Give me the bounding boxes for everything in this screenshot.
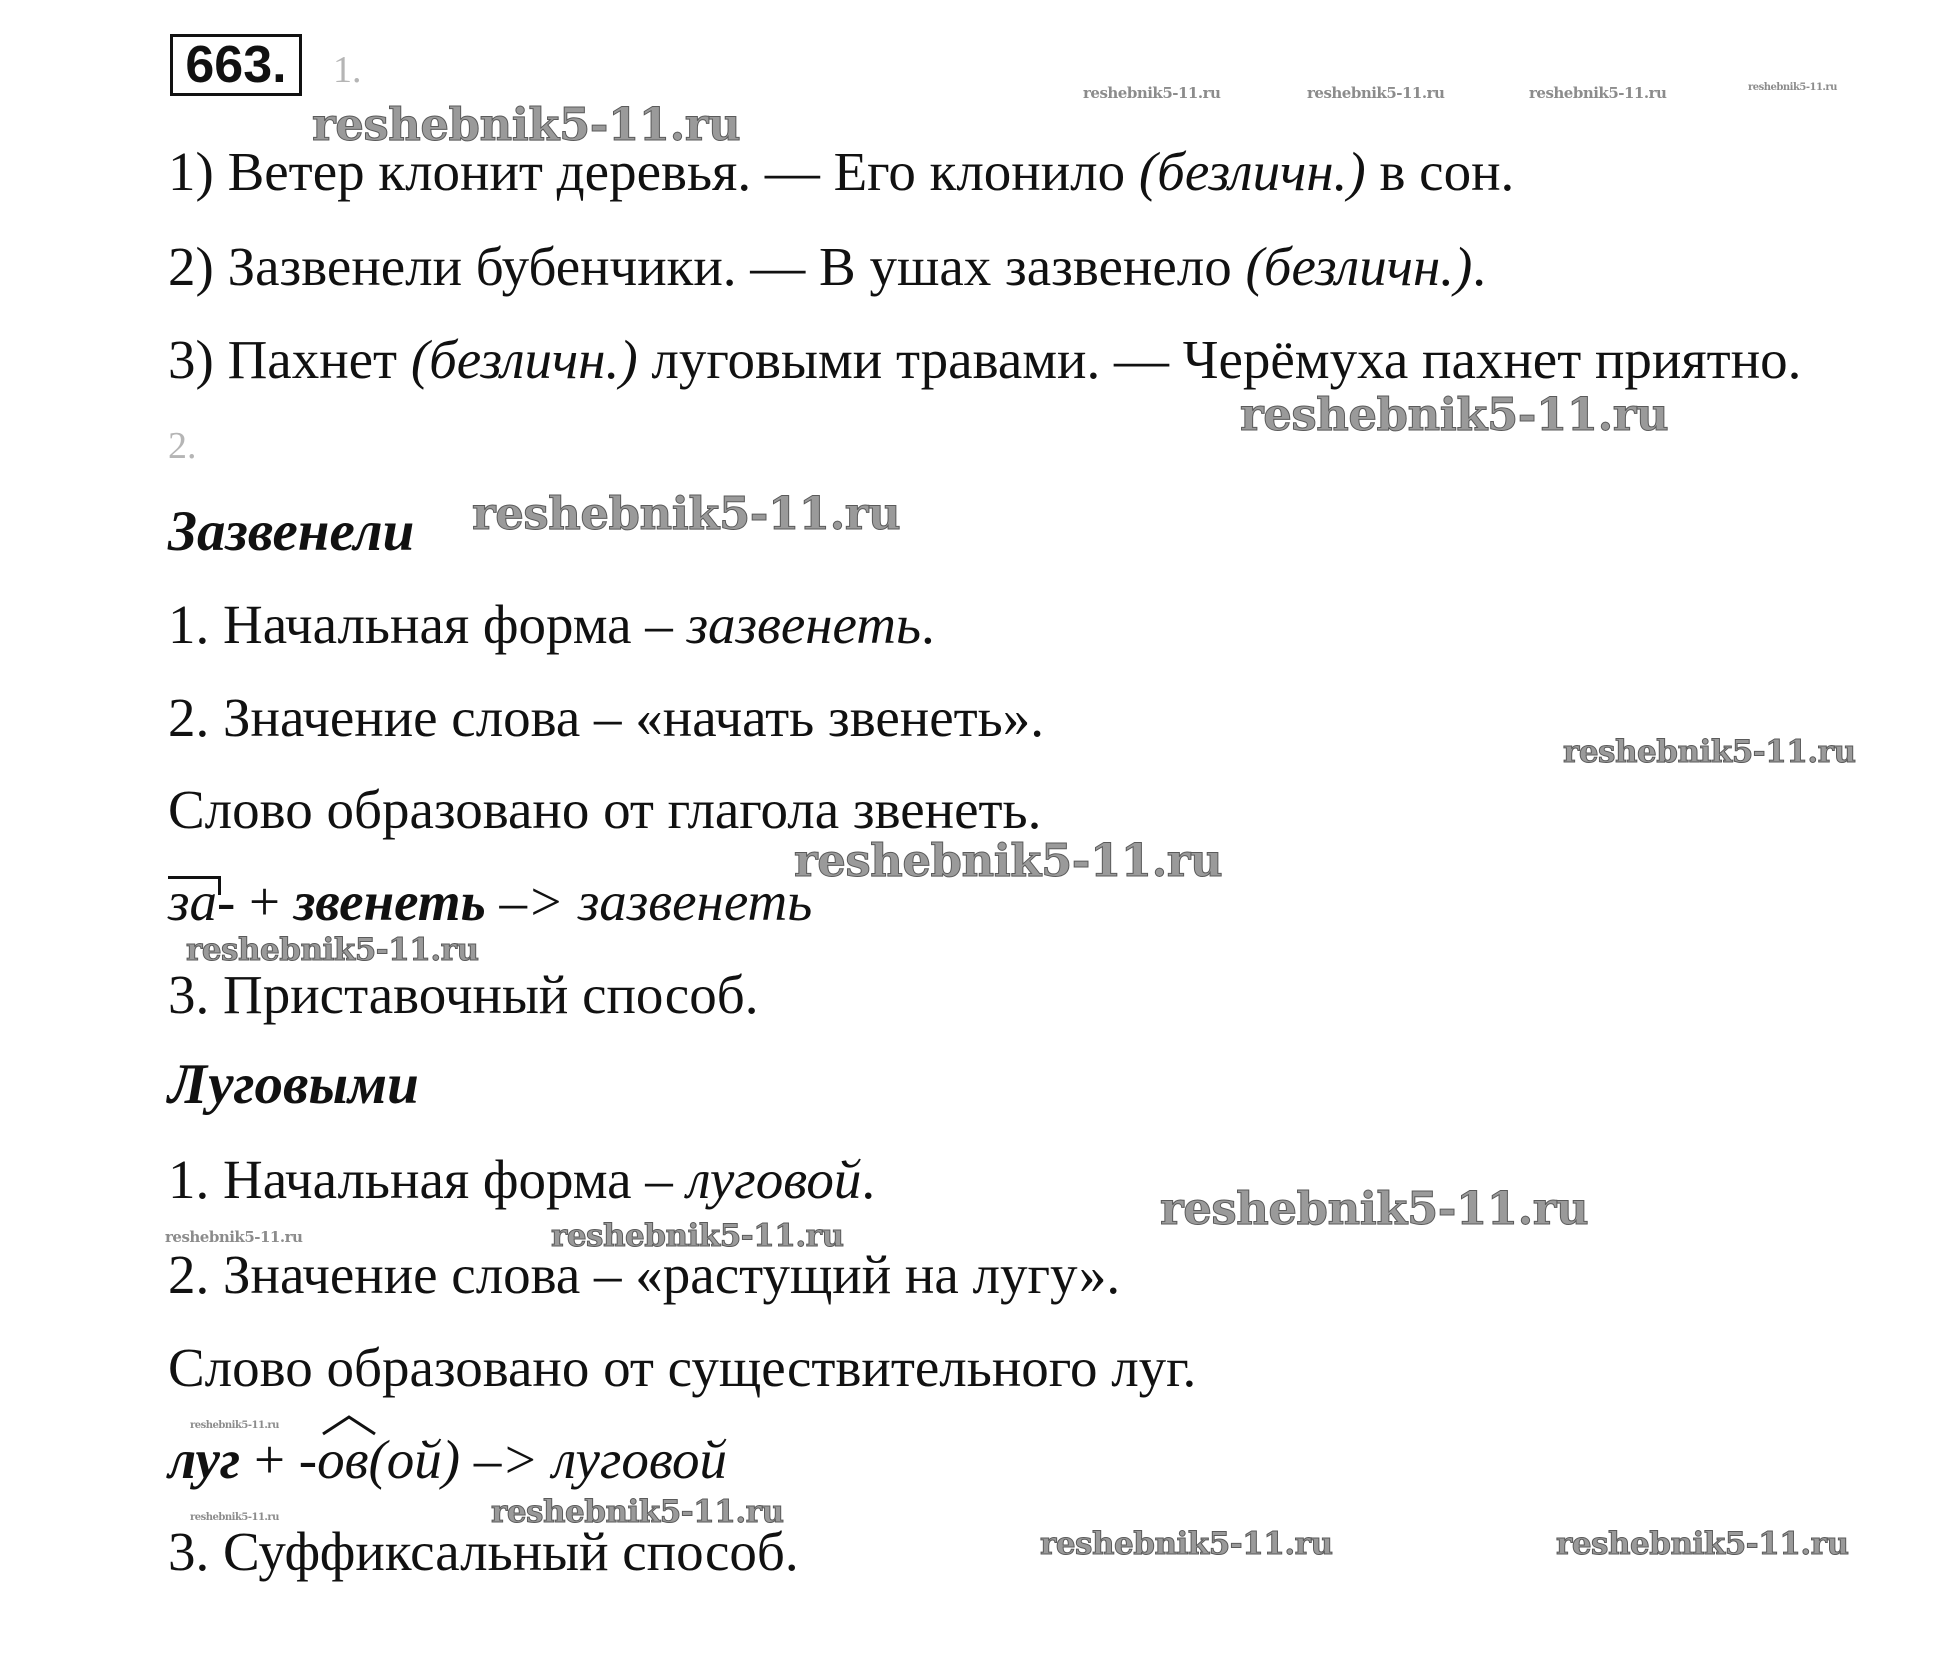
- sentence-1: 1) Ветер клонит деревья. — Его клонило (безличн.) в сон.: [168, 141, 1515, 202]
- word-2-initial-form: 1. Начальная форма – луговой.: [168, 1149, 876, 1210]
- watermark: reshebnik5-11.ru: [1556, 1526, 1849, 1562]
- prefix-morpheme: за: [168, 871, 217, 932]
- watermark: reshebnik5-11.ru: [472, 487, 901, 540]
- sentence-3: 3) Пахнет (безличн.) луговыми травами. — Черёмуха пахнет приятно.: [168, 329, 1802, 390]
- word-1-method: 3. Приставочный способ.: [168, 964, 759, 1025]
- watermark: reshebnik5-11.ru: [186, 932, 479, 968]
- exercise-number: 663.: [170, 34, 302, 96]
- word-1-initial-form: 1. Начальная форма – зазвенеть.: [168, 594, 935, 655]
- watermark: reshebnik5-11.ru: [190, 1420, 279, 1431]
- word-2-origin: Слово образовано от существительного луг.: [168, 1337, 1197, 1398]
- watermark: reshebnik5-11.ru: [1748, 82, 1837, 93]
- watermark: reshebnik5-11.ru: [1083, 84, 1221, 102]
- watermark: reshebnik5-11.ru: [1240, 388, 1669, 441]
- word-2-meaning: 2. Значение слова – «растущий на лугу».: [168, 1244, 1121, 1305]
- watermark: reshebnik5-11.ru: [312, 98, 741, 151]
- word-1-formula: за- + звенеть –> зазвенеть: [168, 871, 813, 932]
- watermark: reshebnik5-11.ru: [551, 1218, 844, 1254]
- word-2-formula: луг + - ов(ой) –> луговой: [168, 1430, 727, 1490]
- word-1-heading: Зазвенели: [168, 500, 415, 563]
- suffix-morpheme: ов: [317, 1430, 368, 1490]
- word-2-heading: Луговыми: [168, 1053, 419, 1116]
- watermark: reshebnik5-11.ru: [190, 1512, 279, 1523]
- watermark: reshebnik5-11.ru: [491, 1494, 784, 1530]
- watermark: reshebnik5-11.ru: [1160, 1182, 1589, 1235]
- word-1-origin: Слово образовано от глагола звенеть.: [168, 779, 1042, 840]
- word-2-method: 3. Суффиксальный способ.: [168, 1521, 799, 1582]
- sentence-2: 2) Зазвенели бубенчики. — В ушах зазвенело (безличн.).: [168, 236, 1487, 297]
- suffix-arc-icon: [321, 1414, 377, 1436]
- watermark: reshebnik5-11.ru: [1529, 84, 1667, 102]
- watermark: reshebnik5-11.ru: [1040, 1526, 1333, 1562]
- part-2-label: 2.: [168, 425, 197, 467]
- part-1-label: 1.: [333, 49, 362, 91]
- watermark: reshebnik5-11.ru: [794, 834, 1223, 887]
- word-1-meaning: 2. Значение слова – «начать звенеть».: [168, 687, 1044, 748]
- watermark: reshebnik5-11.ru: [165, 1228, 303, 1246]
- watermark: reshebnik5-11.ru: [1563, 734, 1856, 770]
- watermark: reshebnik5-11.ru: [1307, 84, 1445, 102]
